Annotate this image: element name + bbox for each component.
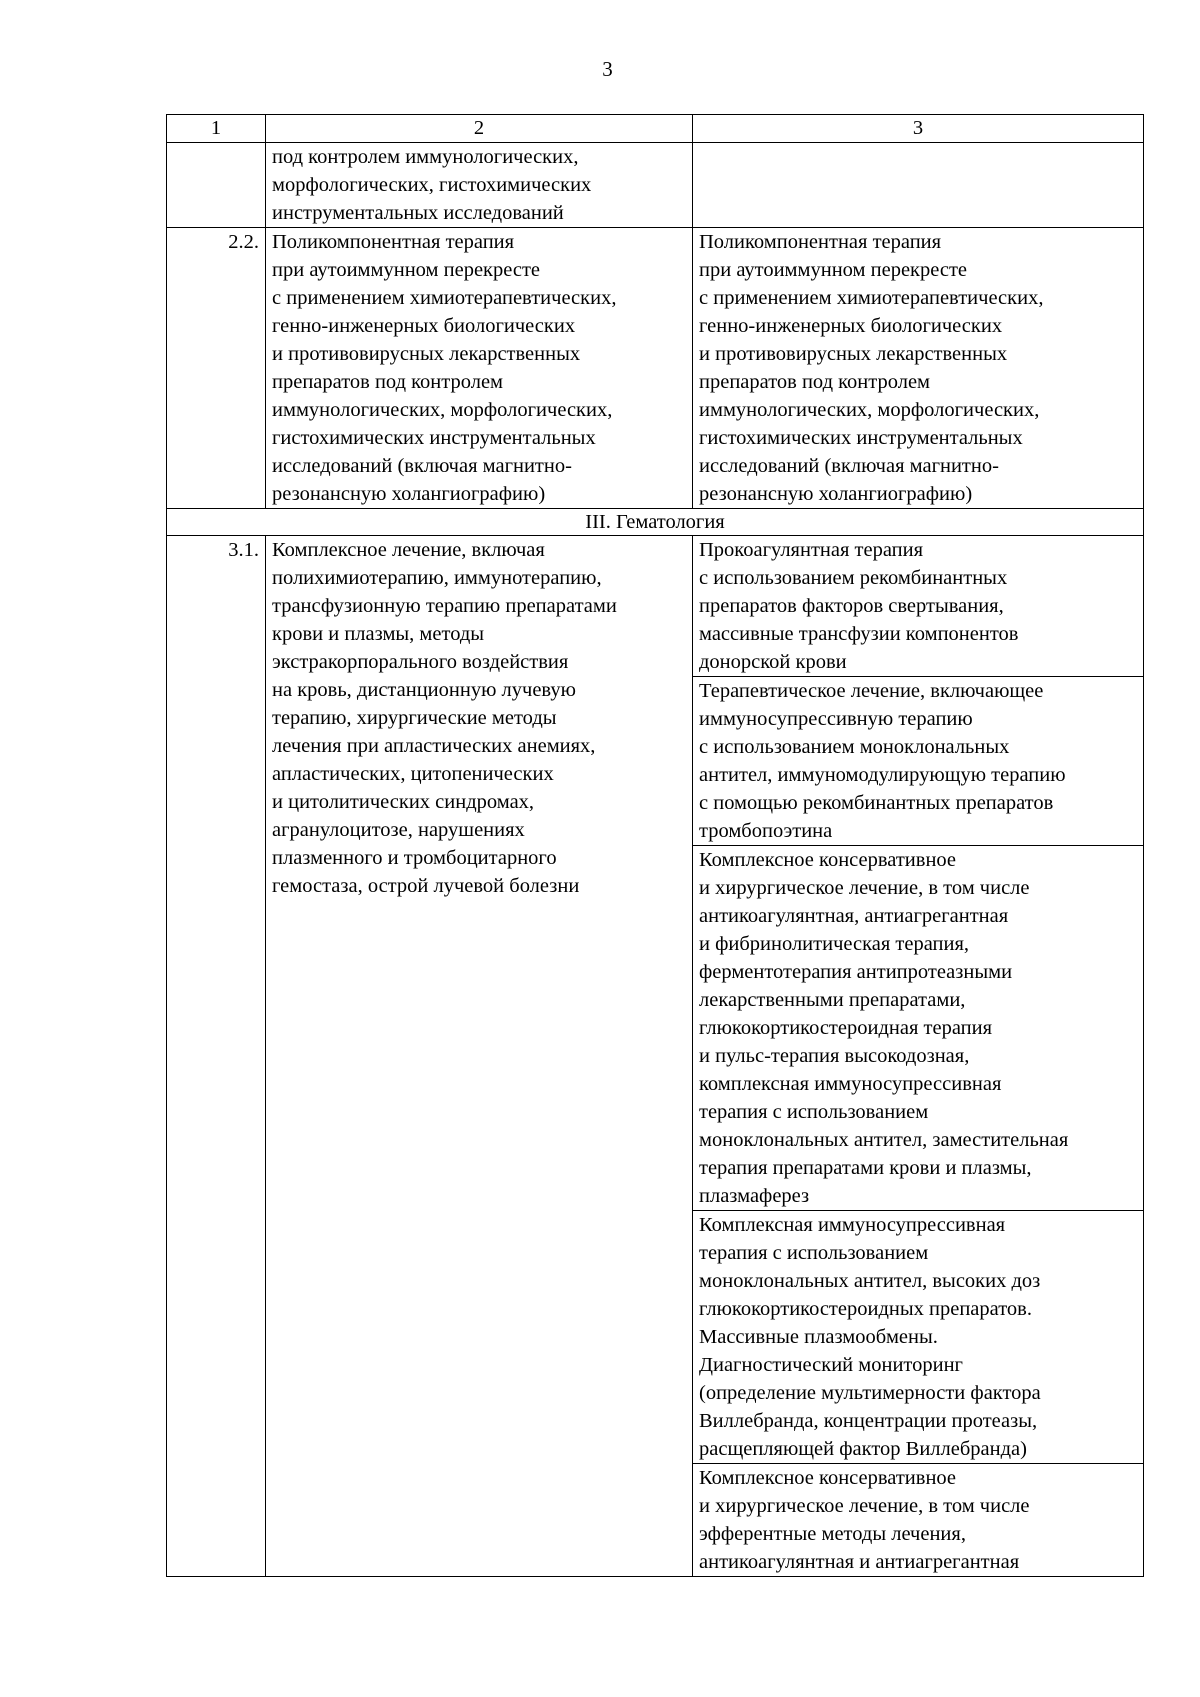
treatment-cell <box>693 677 1144 846</box>
cell-text-line: и цитолитических синдромах, <box>272 791 535 813</box>
cell-text-line: Комплексная иммуносупрессивная <box>699 1214 1006 1236</box>
cell-text-line: генно-инженерных биологических <box>699 315 1003 337</box>
cell-text-line: трансфузионную терапию препаратами <box>272 595 617 617</box>
treatment-cell <box>693 143 1144 228</box>
cell-text-line: иммунологических, морфологических, <box>699 399 1040 421</box>
table-row-3-1-block-1 <box>167 536 1144 677</box>
cell-text-line: препаратов факторов свертывания, <box>699 595 1004 617</box>
cell-text-line: комплексная иммуносупрессивная <box>699 1073 1002 1095</box>
cell-text-line: иммуносупрессивную терапию <box>699 708 973 730</box>
cell-text-line: под контролем иммунологических, <box>272 146 579 168</box>
cell-text-line: и хирургическое лечение, в том числе <box>699 1495 1030 1517</box>
cell-text-line: лекарственными препаратами, <box>699 989 966 1011</box>
cell-text-line: апластических, цитопенических <box>272 763 554 785</box>
cell-text-line: Диагностический мониторинг <box>699 1354 963 1376</box>
header-col-2: 2 <box>266 115 693 143</box>
treatment-cell <box>693 1211 1144 1464</box>
treatment-cell <box>693 1464 1144 1577</box>
section-row-hematology <box>167 509 1144 536</box>
cell-text-line: генно-инженерных биологических <box>272 315 576 337</box>
cell-text-line: с применением химиотерапевтических, <box>272 287 617 309</box>
cell-text-line: терапия с использованием <box>699 1242 929 1264</box>
cell-text-line: моноклональных антител, заместительная <box>699 1129 1069 1151</box>
cell-text-line: морфологических, гистохимических <box>272 174 592 196</box>
treatment-cell <box>693 536 1144 677</box>
cell-text-line: с помощью рекомбинантных препаратов <box>699 792 1054 814</box>
cell-text-line: антикоагулянтная и антиагрегантная <box>699 1551 1020 1573</box>
cell-text-line: и пульс-терапия высокодозная, <box>699 1045 970 1067</box>
cell-text-line: терапию, хирургические методы <box>272 707 557 729</box>
cell-text-line: Терапевтическое лечение, включающее <box>699 680 1044 702</box>
cell-text-line: с использованием рекомбинантных <box>699 567 1008 589</box>
cell-text-line: терапия препаратами крови и плазмы, <box>699 1157 1032 1179</box>
cell-text-line: гистохимических инструментальных <box>272 427 596 449</box>
cell-text-line: Поликомпонентная терапия <box>272 231 515 253</box>
cell-text-line: моноклональных антител, высоких доз <box>699 1270 1041 1292</box>
cell-text-line: агранулоцитозе, нарушениях <box>272 819 525 841</box>
cell-text-line: Комплексное консервативное <box>699 849 957 871</box>
cell-text-line: при аутоиммунном перекресте <box>272 259 541 281</box>
table-header-row <box>167 115 1144 143</box>
cell-text-line: массивные трансфузии компонентов <box>699 623 1019 645</box>
cell-text-line: гистохимических инструментальных <box>699 427 1023 449</box>
cell-text-line: крови и плазмы, методы <box>272 623 485 645</box>
cell-text-line: экстракорпорального воздействия <box>272 651 569 673</box>
treatment-table <box>166 114 1144 1577</box>
treatment-cell <box>693 228 1144 509</box>
cell-text-line: антикоагулянтная, антиагрегантная <box>699 905 1009 927</box>
cell-text-line: иммунологических, морфологических, <box>272 399 613 421</box>
cell-text-line: Поликомпонентная терапия <box>699 231 942 253</box>
cell-text-line: ферментотерапия антипротеазными <box>699 961 1013 983</box>
cell-text-line: тромбопоэтина <box>699 820 833 842</box>
cell-text-line: исследований (включая магнитно- <box>272 455 572 477</box>
cell-text-line: Виллебранда, концентрации протеазы, <box>699 1410 1038 1432</box>
page-number: 3 <box>602 57 613 81</box>
cell-text-line: Массивные плазмообмены. <box>699 1326 938 1348</box>
header-col-1: 1 <box>167 115 266 143</box>
method-cell <box>266 228 693 509</box>
cell-text-line: исследований (включая магнитно- <box>699 455 999 477</box>
cell-text-line: расщепляющей фактор Виллебранда) <box>699 1438 1027 1460</box>
cell-text-line: терапия с использованием <box>699 1101 929 1123</box>
cell-text-line: и противовирусных лекарственных <box>272 343 581 365</box>
cell-text-line: и фибринолитическая терапия, <box>699 933 970 955</box>
row-number: 3.1. <box>167 536 266 1577</box>
cell-text-line: на кровь, дистанционную лучевую <box>272 679 576 701</box>
cell-text-line: полихимиотерапию, иммунотерапию, <box>272 567 602 589</box>
cell-text-line: глюкокортикостероидная терапия <box>699 1017 993 1039</box>
cell-text-line: лечения при апластических анемиях, <box>272 735 596 757</box>
row-number <box>167 143 266 228</box>
table-row-continuation <box>167 143 1144 228</box>
cell-text-line: резонансную холангиографию) <box>272 483 546 505</box>
cell-text-line: Комплексное консервативное <box>699 1467 957 1489</box>
table-row-2-2 <box>167 228 1144 509</box>
header-col-3: 3 <box>693 115 1144 143</box>
cell-text-line: донорской крови <box>699 651 847 673</box>
cell-text-line: Прокоагулянтная терапия <box>699 539 924 561</box>
treatment-cell <box>693 846 1144 1211</box>
cell-text-line: глюкокортикостероидных препаратов. <box>699 1298 1032 1320</box>
cell-text-line: с применением химиотерапевтических, <box>699 287 1044 309</box>
cell-text-line: плазмаферез <box>699 1185 810 1207</box>
cell-text-line: и противовирусных лекарственных <box>699 343 1008 365</box>
cell-text-line: Комплексное лечение, включая <box>272 539 545 561</box>
cell-text-line: инструментальных исследований <box>272 202 564 224</box>
cell-text-line: плазменного и тромбоцитарного <box>272 847 557 869</box>
row-number: 2.2. <box>167 228 266 509</box>
cell-text-line: с использованием моноклональных <box>699 736 1010 758</box>
cell-text-line: эфферентные методы лечения, <box>699 1523 966 1545</box>
cell-text-line: (определение мультимерности фактора <box>699 1382 1041 1404</box>
cell-text-line: препаратов под контролем <box>272 371 504 393</box>
cell-text-line: и хирургическое лечение, в том числе <box>699 877 1030 899</box>
method-cell <box>266 536 693 1577</box>
cell-text-line: резонансную холангиографию) <box>699 483 973 505</box>
cell-text-line: гемостаза, острой лучевой болезни <box>272 875 580 897</box>
cell-text-line: антител, иммуномодулирующую терапию <box>699 764 1066 786</box>
section-title: III. Гематология <box>167 509 1144 536</box>
cell-text-line: препаратов под контролем <box>699 371 931 393</box>
cell-text-line: при аутоиммунном перекресте <box>699 259 968 281</box>
method-cell <box>266 143 693 228</box>
